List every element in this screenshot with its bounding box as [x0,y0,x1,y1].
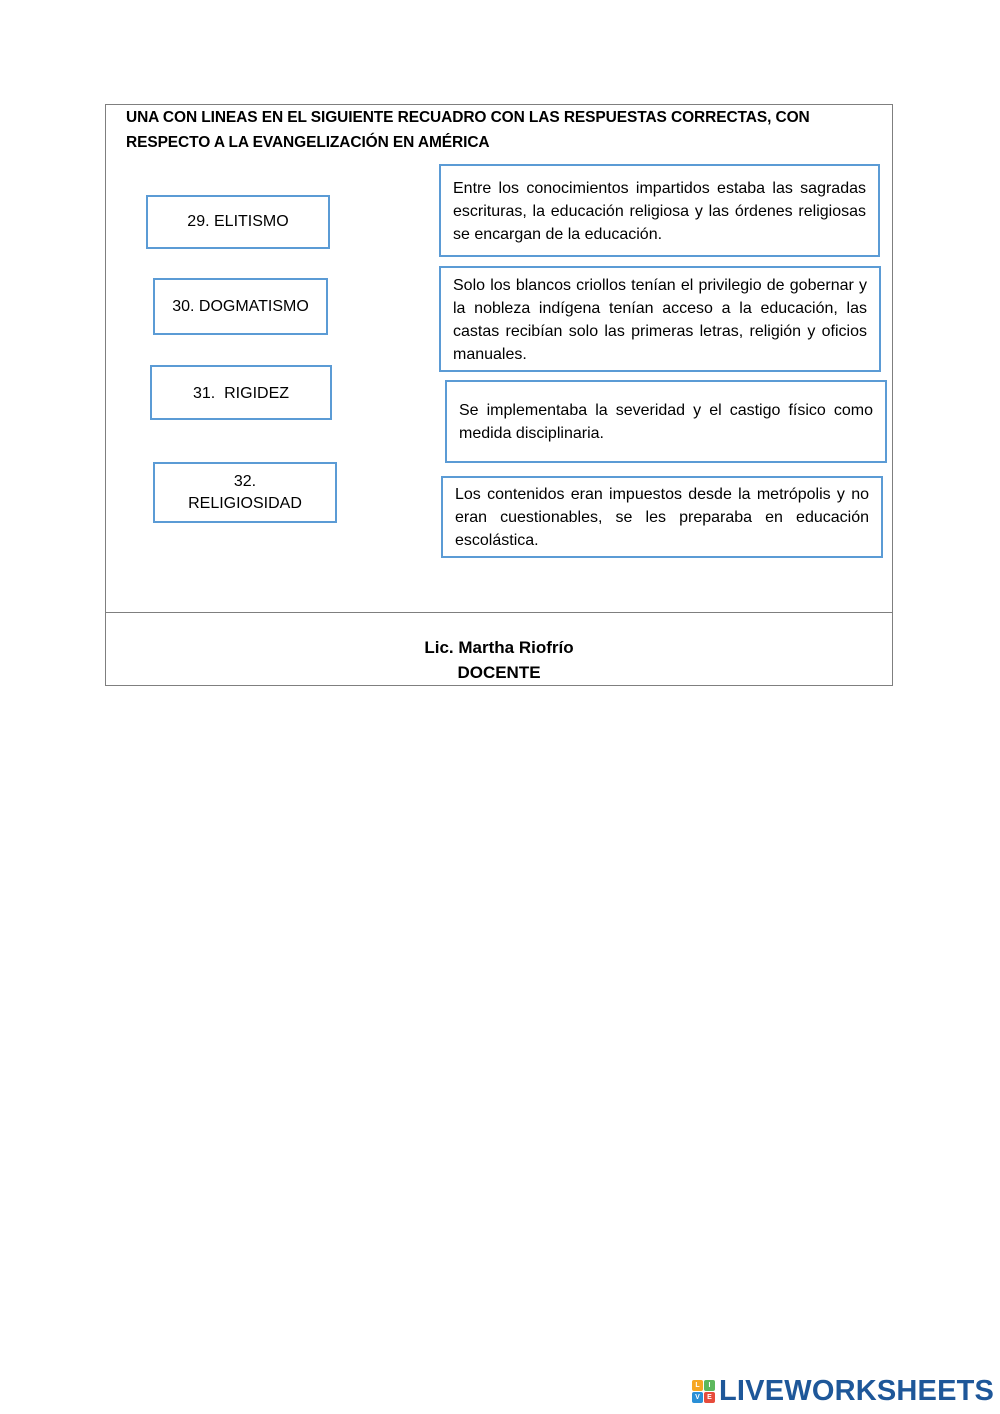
brand-name: LIVEWORKSHEETS [719,1374,995,1407]
definition-box-4[interactable]: Los contenidos eran impuestos desde la metrópolis y no eran cuestionables, se les preparaba en educación escolástica. [441,476,883,558]
term-box-30[interactable] [153,278,328,335]
logo-tile-l: L [692,1380,703,1391]
term-box-29[interactable] [146,195,330,249]
worksheet-frame [105,104,893,686]
definition-box-3[interactable]: Se implementaba la severidad y el castigo físico como medida disciplinaria. [445,380,887,463]
term-30-label: 30. DOGMATISMO [172,297,309,315]
logo-tile-e: E [704,1392,715,1403]
teacher-name: Lic. Martha Riofrío [424,638,574,657]
logo-tile-i: I [704,1380,715,1391]
term-box-32[interactable] [153,462,337,523]
teacher-role: DOCENTE [457,663,541,682]
term-32-number: 32. [233,472,257,490]
definition-box-1[interactable]: Entre los conocimientos impartidos estaba las sagradas escrituras, la educación religiosa y las órdenes religiosas se encargan de la educación. [439,164,880,257]
term-31-label: 31. RIGIDEZ [192,385,290,402]
term-32-label: RELIGIOSIDAD [188,494,302,512]
term-box-31[interactable] [150,365,332,420]
term-29-label: 29. ELITISMO [187,213,289,230]
liveworksheets-logo-icon [692,1380,715,1403]
instruction-text: UNA CON LINEAS EN EL SIGUIENTE RECUADRO CON LAS RESPUESTAS CORRECTAS, CON RESPECTO A LA EVANGELIZACIÓN EN AMÉRICA [126,109,810,151]
logo-tile-v: V [692,1392,703,1403]
signature-block [106,635,892,685]
frame-divider [106,612,892,613]
liveworksheets-brand [692,1374,994,1408]
definition-box-2[interactable]: Solo los blancos criollos tenían el privilegio de gobernar y la nobleza indígena tenían acceso a la educación, las castas recibían solo las primeras letras, religión y oficios manuales. [439,266,881,372]
